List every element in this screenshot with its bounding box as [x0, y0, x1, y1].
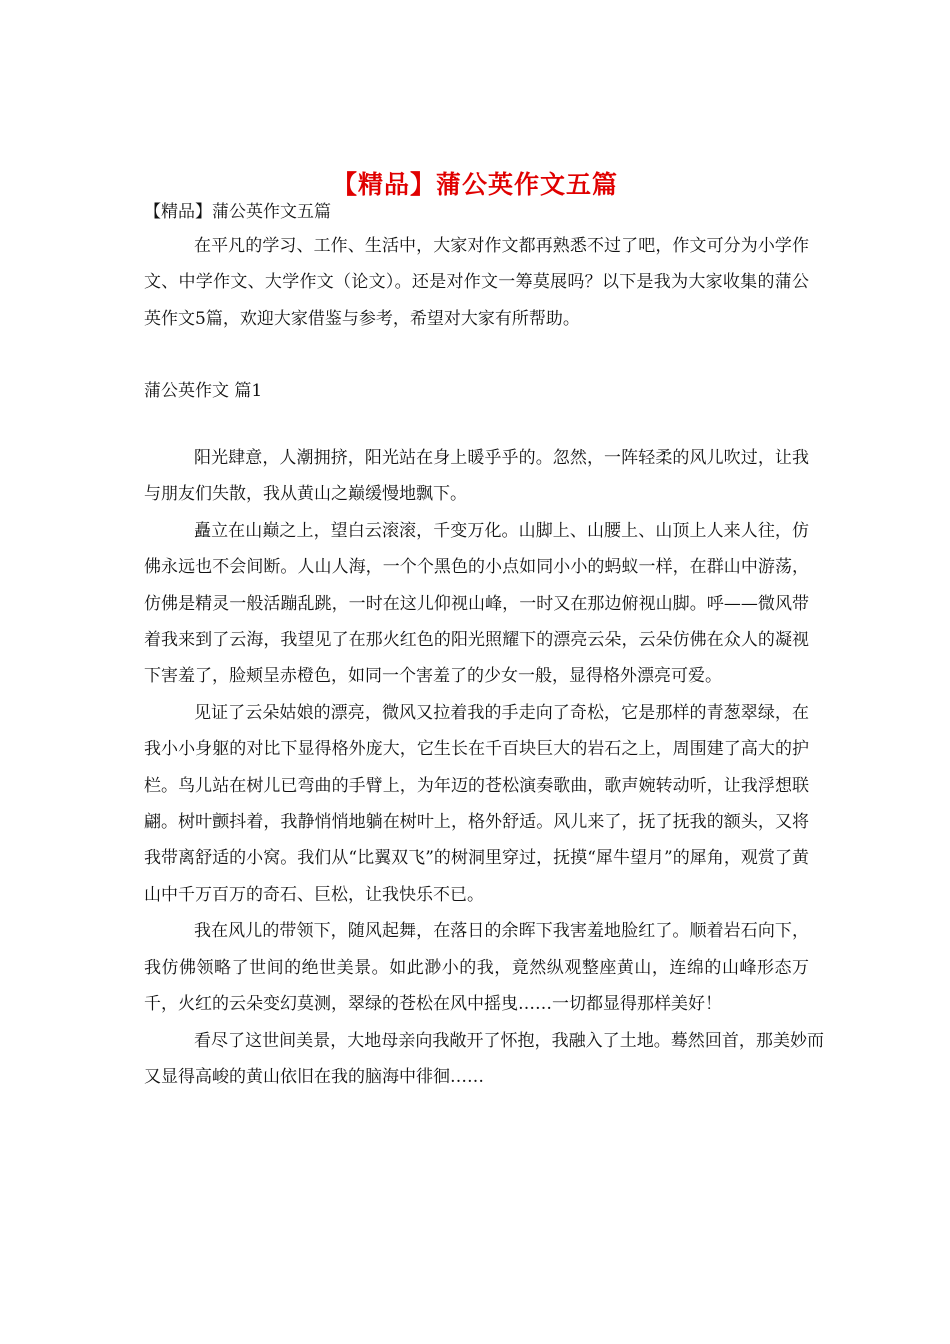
essay-paragraph: 见证了云朵姑娘的漂亮，微风又拉着我的手走向了奇松，它是那样的青葱翠绿，在我小小身躯的对比下显得格外庞大，它生长在千百块巨大的岩石之上，周围建了高大的护栏。鸟儿站在树儿已弯曲的手臂上，为年迈的苍松演奏歌曲，歌声婉转动听，让我浮想联翩。树叶颤抖着，我静悄悄地躺在树叶上，格外舒适。风儿来了，抚了抚我的额头，又将我带离舒适的小窝。我们从“比翼双飞”的树洞里穿过，抚摸“犀牛望月”的犀角，观赏了黄山中千万百万的奇石、巨松，让我快乐不已。 [144, 702, 809, 905]
document-title: 【精品】蒲公英作文五篇 [331, 169, 618, 199]
essay-paragraph: 阳光肆意，人潮拥挤，阳光站在身上暖乎乎的。忽然，一阵轻柔的风儿吹过，让我与朋友们失散，我从黄山之巅缓慢地飘下。 [144, 448, 809, 505]
essay-paragraph: 我在风儿的带领下，随风起舞，在落日的余晖下我害羞地脸红了。顺着岩石向下，我仿佛领略了世间的绝世美景。如此渺小的我，竟然纵观整座黄山，连绵的山峰形态万千，火红的云朵变幻莫测，翠绿的苍松在风中摇曳……一切都显得那样美好！ [144, 921, 809, 1015]
essay-paragraph: 矗立在山巅之上，望白云滚滚，千变万化。山脚上、山腰上、山顶上人来人往，仿佛永远也不会间断。人山人海，一个个黑色的小点如同小小的蚂蚁一样，在群山中游荡，仿佛是精灵一般活蹦乱跳，一时在这儿仰视山峰，一时又在那边俯视山脚。呼——微风带着我来到了云海，我望见了在那火红色的阳光照耀下的漂亮云朵，云朵仿佛在众人的凝视下害羞了，脸颊呈赤橙色，如同一个害羞了的少女一般，显得格外漂亮可爱。 [144, 520, 809, 687]
essay-body [144, 440, 824, 1095]
intro-paragraph: 在平凡的学习、工作、生活中，大家对作文都再熟悉不过了吧，作文可分为小学作文、中学作文、大学作文（论文）。还是对作文一筹莫展吗？以下是我为大家收集的蒲公英作文5篇，欢迎大家借鉴与参考，希望对大家有所帮助。 [144, 236, 809, 329]
section-heading: 蒲公英作文 篇1 [144, 381, 263, 401]
document-subtitle: 【精品】蒲公英作文五篇 [144, 202, 331, 222]
essay-paragraph: 看尽了这世间美景，大地母亲向我敞开了怀抱，我融入了土地。蓦然回首，那美妙而又显得高峻的黄山依旧在我的脑海中徘徊…… [144, 1030, 824, 1087]
